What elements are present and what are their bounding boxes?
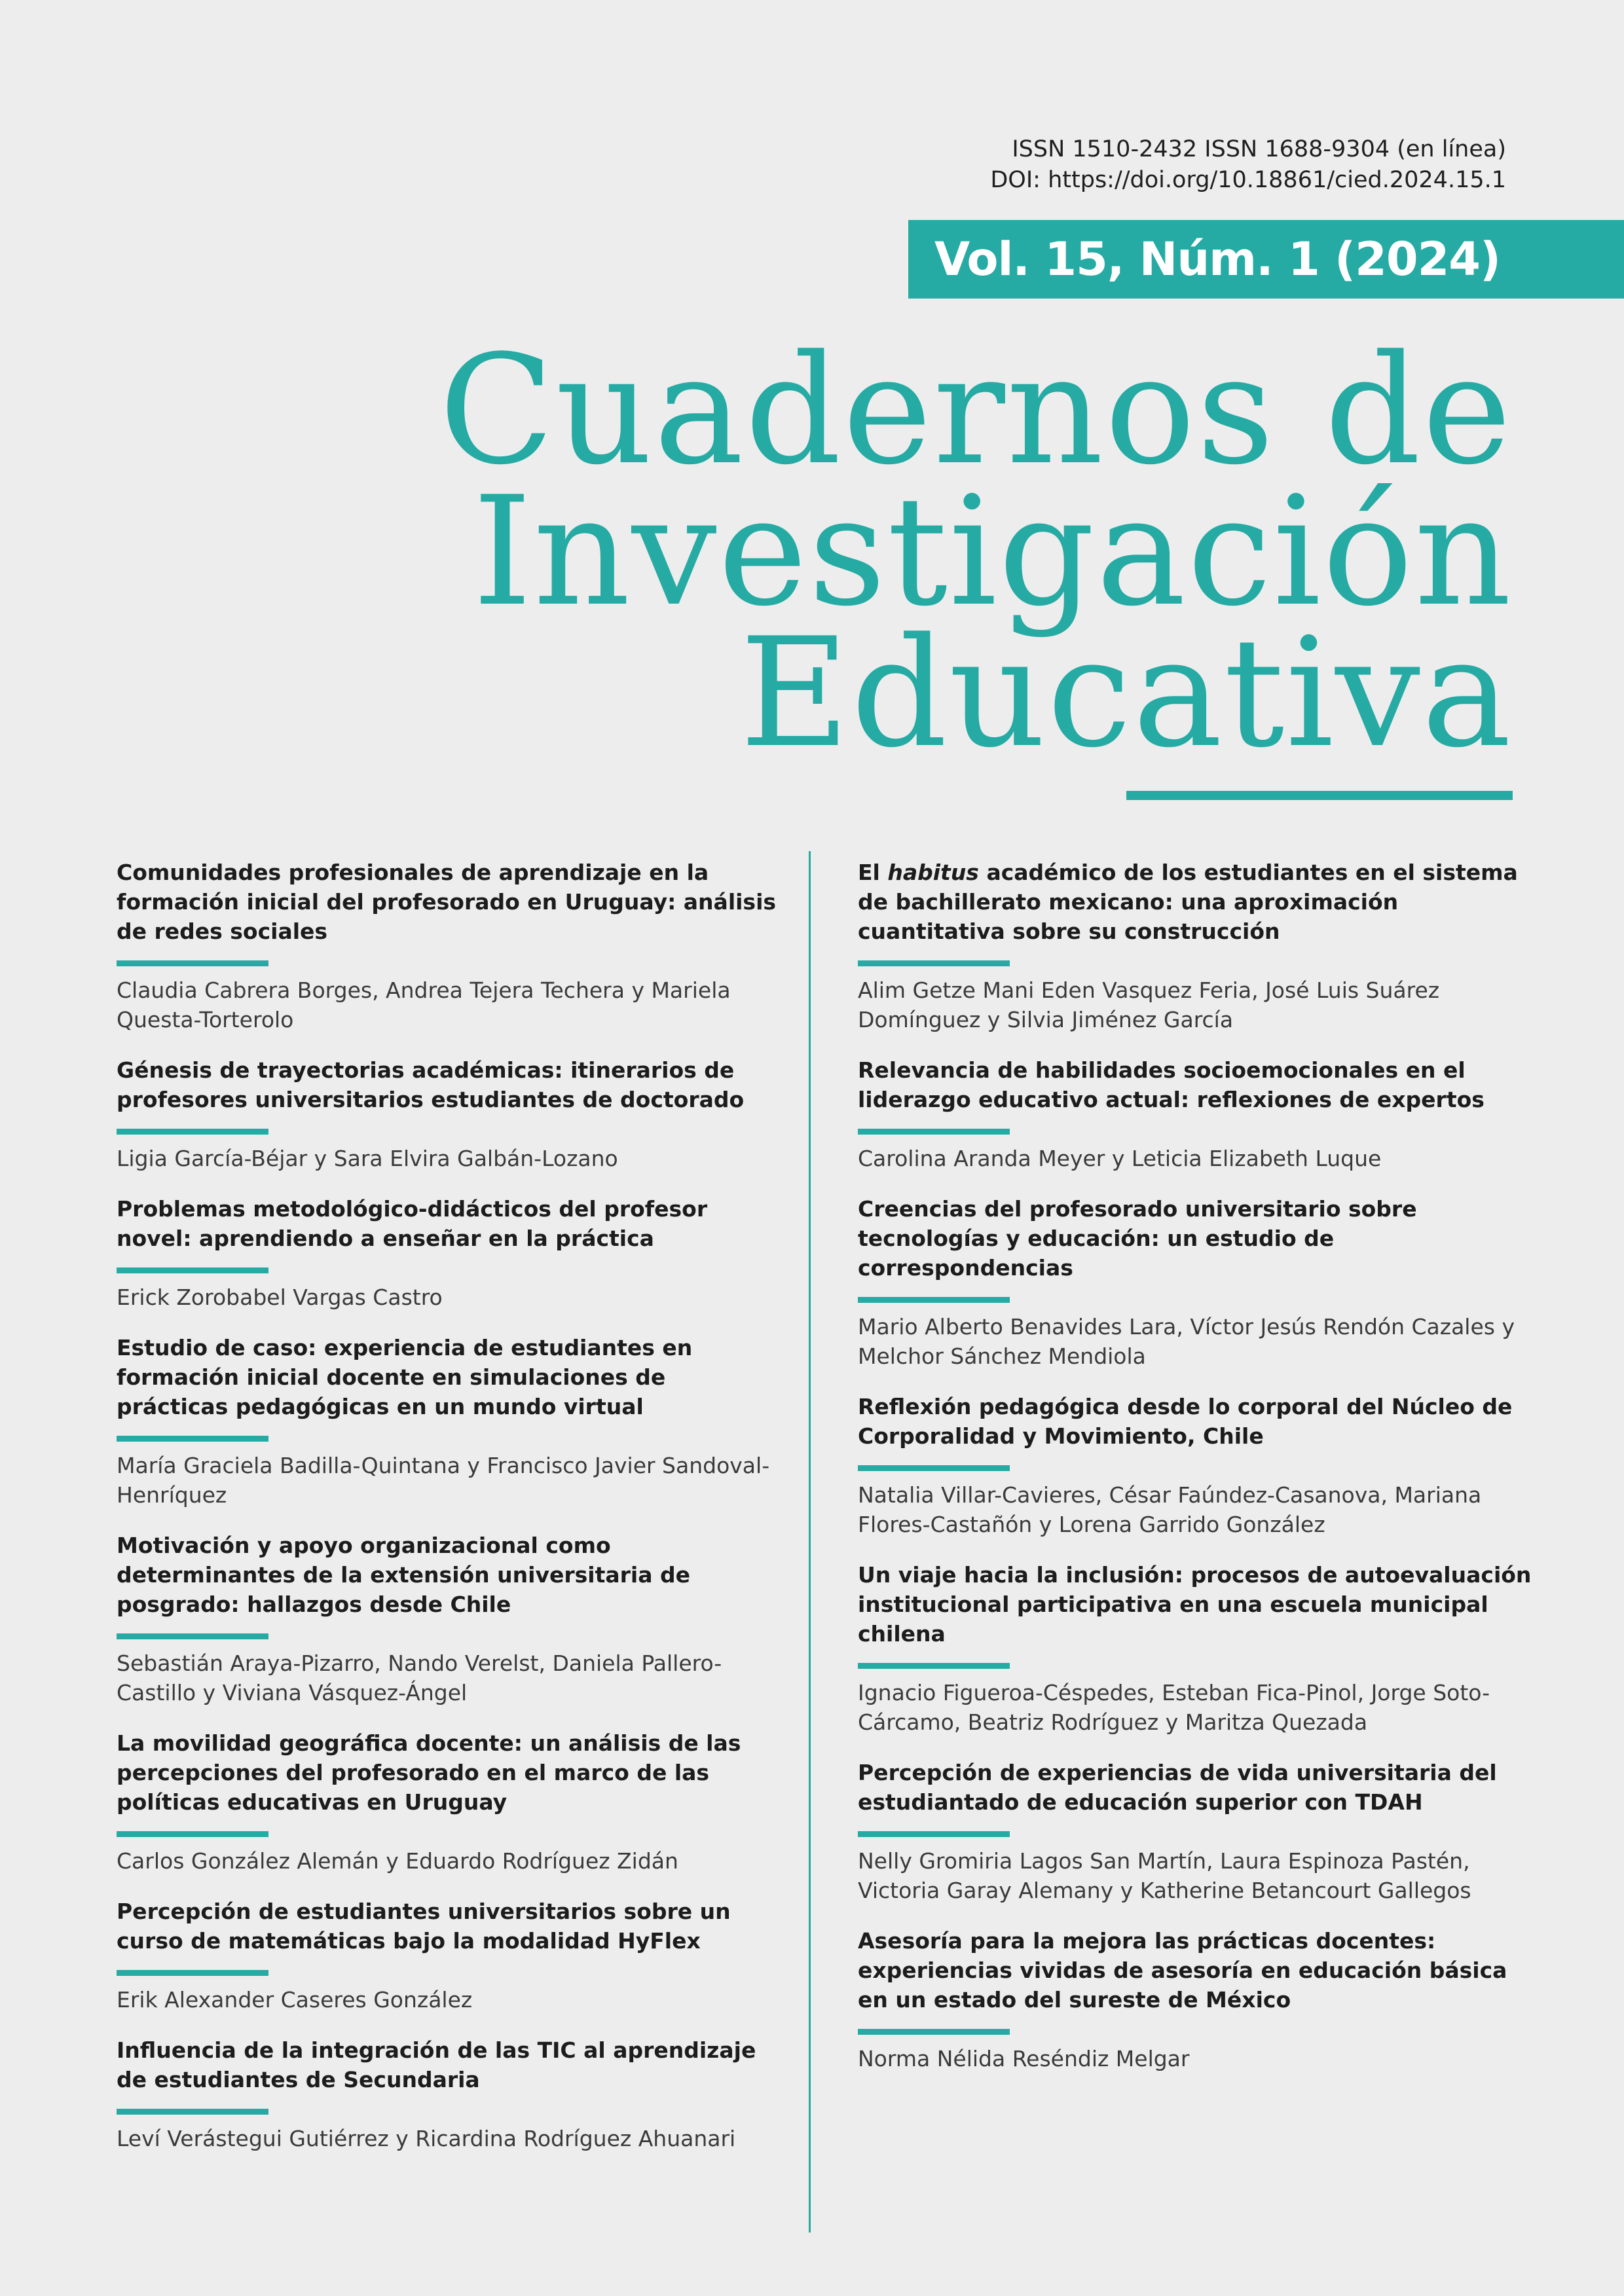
article-title: Problemas metodológico-didácticos del profesor novel: aprendiendo a enseñar en la práctica <box>117 1196 708 1251</box>
article-title: Estudio de caso: experiencia de estudiantes en formación inicial docente en simulaciones de prácticas pedagógicas en un mundo virtual <box>117 1335 693 1419</box>
article-divider <box>117 2109 268 2115</box>
article-divider <box>858 960 1010 966</box>
volume-label: Vol. 15, Núm. 1 (2024) <box>934 232 1500 286</box>
contents-right-column <box>858 858 1532 2094</box>
article-title: Un viaje hacia la inclusión: procesos de autoevaluación institucional participativa en una escuela municipal chilena <box>858 1562 1532 1647</box>
article-authors: Carolina Aranda Meyer y Leticia Elizabeth Luque <box>858 1146 1382 1171</box>
article-title: Comunidades profesionales de aprendizaje en la formación inicial del profesorado en Uruguay: análisis de redes sociales <box>117 860 777 944</box>
article-title: Percepción de estudiantes universitarios sobre un curso de matemáticas bajo la modalidad HyFlex <box>117 1899 731 1954</box>
issn-block <box>990 134 1506 196</box>
article-title: Relevancia de habilidades socioemocionales en el liderazgo educativo actual: reflexiones de expertos <box>858 1057 1485 1112</box>
article-authors: Leví Verástegui Gutiérrez y Ricardina Rodríguez Ahuanari <box>117 2126 736 2151</box>
article-divider <box>117 1129 268 1135</box>
article-divider <box>117 1436 268 1442</box>
article-authors: Nelly Gromiria Lagos San Martín, Laura Espinoza Pastén, Victoria Garay Alemany y Katherine Betancourt Gallegos <box>858 1848 1471 1903</box>
article-title: Génesis de trayectorias académicas: itinerarios de profesores universitarios estudiantes de doctorado <box>117 1057 745 1112</box>
contents-left-column <box>117 858 784 2174</box>
article-authors: María Graciela Badilla-Quintana y Francisco Javier Sandoval-Henríquez <box>117 1453 770 1508</box>
article-divider <box>117 1633 268 1639</box>
article-entry <box>117 1728 784 1876</box>
article-divider <box>858 1831 1010 1837</box>
journal-title-line-3: Educativa <box>739 606 1513 781</box>
article-authors: Ligia García-Béjar y Sara Elvira Galbán-Lozano <box>117 1146 618 1171</box>
article-entry <box>858 1194 1532 1371</box>
article-entry <box>858 1392 1532 1539</box>
article-entry <box>858 858 1532 1034</box>
issn-line: ISSN 1510-2432 ISSN 1688-9304 (en línea) <box>1012 136 1506 162</box>
article-title-emphasis: habitus <box>887 860 979 885</box>
volume-band <box>908 220 1624 299</box>
article-authors: Sebastián Araya-Pizarro, Nando Verelst, Daniela Pallero-Castillo y Viviana Vásquez-Ángel <box>117 1650 722 1705</box>
article-divider <box>858 1465 1010 1471</box>
journal-title-line-2: Investigación <box>472 465 1513 640</box>
article-title-suffix: académico de los estudiantes en el sistema de bachillerato mexicano: una aproximación cuantitativa sobre su construcción <box>858 860 1518 944</box>
article-authors: Carlos González Alemán y Eduardo Rodríguez Zidán <box>117 1848 678 1874</box>
article-divider <box>117 1970 268 1976</box>
article-entry <box>858 1560 1532 1737</box>
column-divider <box>809 851 811 2232</box>
article-title: Influencia de la integración de las TIC al aprendizaje de estudiantes de Secundaria <box>117 2037 756 2092</box>
article-entry <box>117 1055 784 1173</box>
article-entry <box>117 1897 784 2014</box>
article-entry <box>117 1333 784 1510</box>
article-entry <box>858 1055 1532 1173</box>
journal-title <box>268 323 1513 781</box>
article-title: Asesoría para la mejora las prácticas docentes: experiencias vividas de asesoría en educación básica en un estado del sureste de México <box>858 1928 1507 2013</box>
article-divider <box>117 1831 268 1837</box>
article-title-prefix: El <box>858 860 888 885</box>
article-entry <box>117 1531 784 1707</box>
title-underline <box>1126 791 1513 800</box>
article-title: La movilidad geográfica docente: un análisis de las percepciones del profesorado en el marco de las políticas educativas en Uruguay <box>117 1730 741 1815</box>
article-title: Motivación y apoyo organizacional como determinantes de la extensión universitaria de posgrado: hallazgos desde Chile <box>117 1533 690 1617</box>
article-entry <box>117 858 784 1034</box>
article-entry <box>858 1926 1532 2073</box>
article-authors: Erick Zorobabel Vargas Castro <box>117 1285 443 1310</box>
article-authors: Erik Alexander Caseres González <box>117 1987 473 2013</box>
article-entry <box>117 2035 784 2153</box>
article-divider <box>858 1129 1010 1135</box>
article-authors: Claudia Cabrera Borges, Andrea Tejera Techera y Mariela Questa-Torterolo <box>117 977 731 1032</box>
article-entry <box>858 1758 1532 1905</box>
journal-title-line-1: Cuadernos de <box>439 323 1513 498</box>
article-divider <box>117 960 268 966</box>
article-divider <box>117 1267 268 1273</box>
article-divider <box>858 2029 1010 2035</box>
article-authors: Natalia Villar-Cavieres, César Faúndez-Casanova, Mariana Flores-Castañón y Lorena Garrido González <box>858 1482 1482 1537</box>
article-divider <box>858 1297 1010 1303</box>
article-entry <box>117 1194 784 1312</box>
article-title: Reflexión pedagógica desde lo corporal del Núcleo de Corporalidad y Movimiento, Chile <box>858 1394 1513 1449</box>
article-authors: Norma Nélida Reséndiz Melgar <box>858 2046 1190 2071</box>
doi-line: DOI: https://doi.org/10.18861/cied.2024.15.1 <box>990 167 1506 193</box>
article-authors: Ignacio Figueroa-Céspedes, Esteban Fica-Pinol, Jorge Soto-Cárcamo, Beatriz Rodríguez y Maritza Quezada <box>858 1680 1490 1735</box>
article-title: Creencias del profesorado universitario sobre tecnologías y educación: un estudio de correspondencias <box>858 1196 1417 1281</box>
article-title: Percepción de experiencias de vida universitaria del estudiantado de educación superior con TDAH <box>858 1760 1497 1815</box>
article-authors: Alim Getze Mani Eden Vasquez Feria, José Luis Suárez Domínguez y Silvia Jiménez García <box>858 977 1440 1032</box>
article-title <box>858 858 1532 946</box>
article-authors: Mario Alberto Benavides Lara, Víctor Jesús Rendón Cazales y Melchor Sánchez Mendiola <box>858 1314 1515 1369</box>
article-divider <box>858 1663 1010 1669</box>
